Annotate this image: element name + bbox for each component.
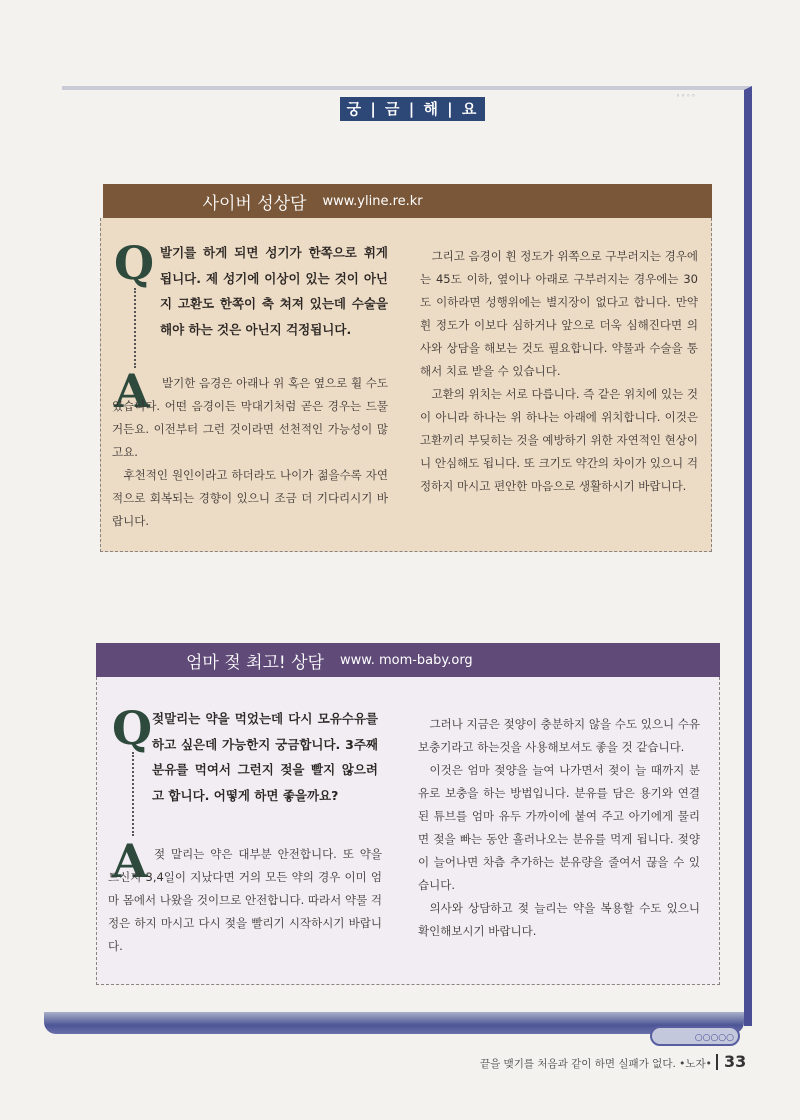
card1-answer-right: 그리고 음경이 휜 정도가 위쪽으로 구부러지는 경우에는 45도 이하, 옆이나 아래로 구부러지는 경우에는 30도 이하라면 성행위에는 별지장이 없다고 합니다. 만약 휜 정도가 이보다 심하거나 앞으로 더욱 심해진다면 의사와 상담을 해보는 것도 필요합니다. 약물과 수술을 통해서 치료 받을 수 있습니다. 고환의 위치는 서로 다릅니다. 즉 같은 위치에 있는 것이 아니라 하나는 위 하나는 아래에 위치합니다. 이것은 고환끼리 부딪히는 것을 예방하기 위한 자연적인 현상이니 안심해도 됩니다. 또 크기도 약간의 차이가 있으니 걱정하지 마시고 편안한 마음으로 생활하시기 바랍니다. (420, 249, 698, 493)
card2-q-mark: Q (112, 701, 153, 755)
divider (132, 752, 134, 836)
card1-q-mark: Q (114, 236, 155, 290)
card1-title: 사이버 성상담 (202, 193, 307, 214)
card2-answer-right: 그러나 지금은 젖양이 충분하지 않을 수도 있으니 수유보충기라고 하는것을 사용해보셔도 좋을 것 같습니다. 이것은 엄마 젖양을 늘여 나가면서 젖이 늘 때까지 분유로 보충을 하는 방법입니다. 분유를 담은 용기와 연결된 튜브를 엄마 유두 가까이에 붙여 주고 아기에게 물리면 젖을 빠는 동안 흘러나오는 분유를 먹게 됩니다. 젖양이 늘어나면 차츰 추가하는 분유량을 줄여서 끊을 수 있습니다. 의사와 상담하고 젖 늘리는 약을 복용할 수도 있으니 확인해보시기 바랍니다. (418, 717, 700, 938)
frame-bottom-bar (44, 1012, 744, 1034)
card1-url: www.yline.re.kr (322, 193, 423, 209)
card2-url: www. mom-baby.org (339, 652, 473, 668)
page-number: 33 (724, 1052, 747, 1071)
footer-quote: 끝을 맺기를 처음과 같이 하면 실패가 없다. •노자• (480, 1058, 712, 1070)
card1-a-mark: A (114, 364, 150, 418)
card1-question: 발기를 하게 되면 성기가 한쪽으로 휘게 됩니다. 제 성기에 이상이 있는 것이 아닌지 고환도 한쪽이 축 쳐져 있는데 수술을 해야 하는 것은 아닌지 걱정됩니다. (160, 245, 388, 337)
card2-a-mark: A (112, 834, 148, 888)
divider (134, 288, 136, 368)
card1-answer-left: 발기한 음경은 아래나 위 혹은 옆으로 휠 수도 있습니다. 어떤 음경이든 막대기처럼 곧은 경우는 드물거든요. 이전부터 그런 것이라면 선천적인 가능성이 많고요. 후천적인 원인이라고 하더라도 나이가 젊을수록 자연적으로 회복되는 경향이 있으니 조금 더 기다리시기 바랍니다. (112, 376, 388, 528)
section-badge: 궁 | 금 | 해 | 요 (340, 97, 485, 121)
card2-title: 엄마 젖 최고! 상담 (186, 652, 324, 673)
card2-answer-left: 젖 말리는 약은 대부분 안전합니다. 또 약을 드신지 3,4일이 지났다면 거의 모든 약의 경우 이미 엄마 몸에서 나왔을 것이므로 안전합니다. 따라서 약물 걱정은 하지 마시고 다시 젖을 빨리기 시작하시기 바랍니다. (108, 847, 382, 953)
frame-controls: ○○○○○ (650, 1026, 740, 1046)
card2-header (96, 643, 720, 677)
card2-question: 젖말리는 약을 먹었는데 다시 모유수유를 하고 싶은데 가능한지 궁금합니다. 3주째 분유를 먹여서 그런지 젖을 빨지 않으려고 합니다. 어떻게 하면 좋을까요? (152, 711, 378, 803)
frame-buttons: ◦◦◦◦ (676, 92, 697, 100)
card1-header (103, 184, 712, 218)
